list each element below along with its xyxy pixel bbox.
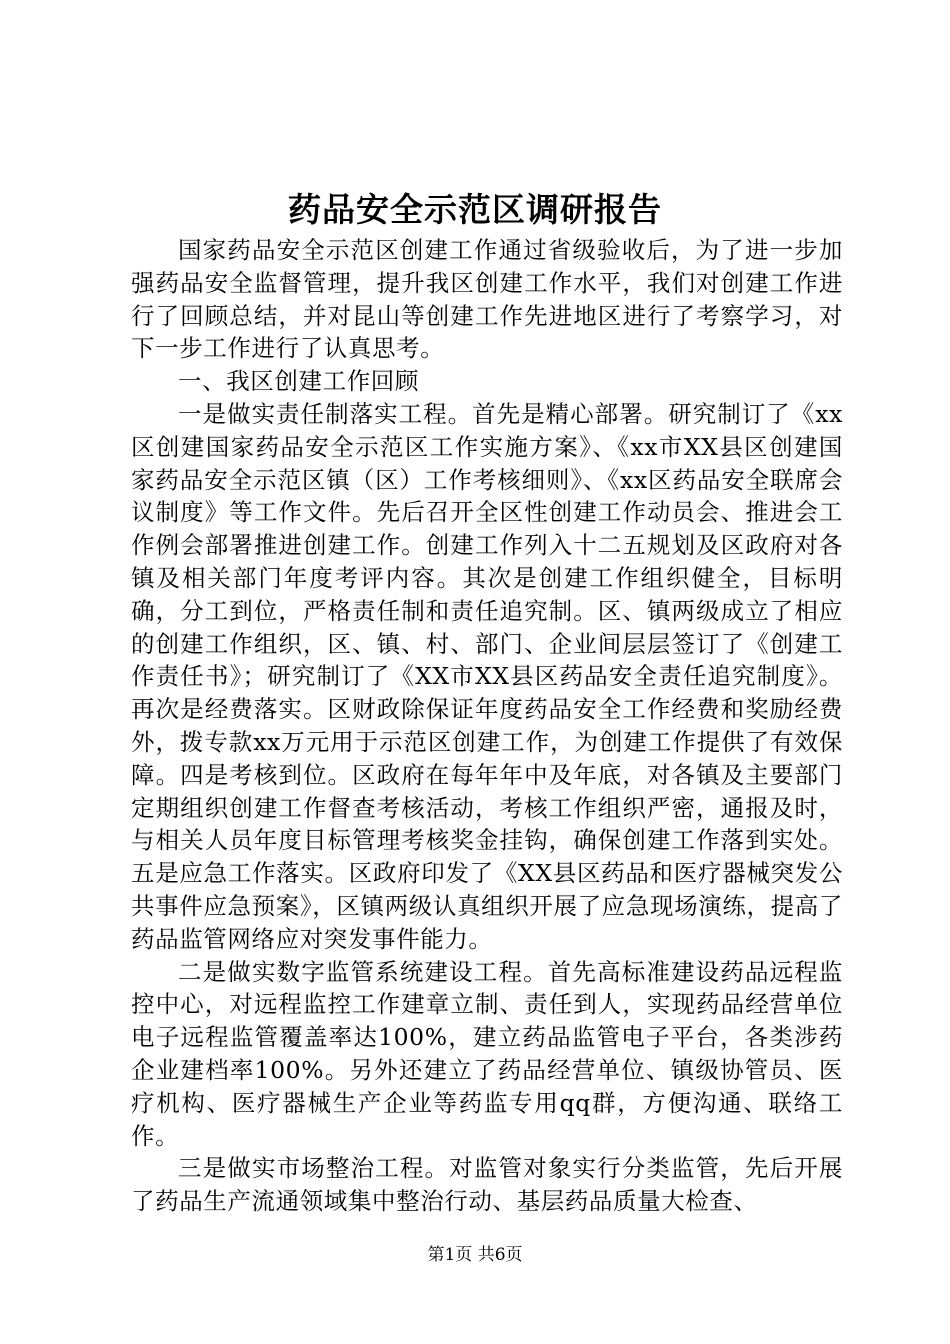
- intro-paragraph: 国家药品安全示范区创建工作通过省级验收后，为了进一步加强药品安全监督管理，提升我区创建工作水平，我们对创建工作进行了回顾总结，并对昆山等创建工作先进地区进行了考察学习，对下一步工作进行了认真思考。: [131, 236, 843, 363]
- document-body: [131, 234, 843, 1218]
- page-footer: 第1页 共6页: [427, 1245, 523, 1265]
- paragraph-responsibility: 一是做实责任制落实工程。首先是精心部署。研究制订了《xx区创建国家药品安全示范区工作实施方案》、《xx市XX县区创建国家药品安全示范区镇（区）工作考核细则》、《xx区药品安全联席会议制度》等工作文件。先后召开全区性创建工作动员会、推进会工作例会部署推进创建工作。创建工作列入十二五规划及区政府对各镇及相关部门年度考评内容。其次是创建工作组织健全，目标明确，分工到位，严格责任制和责任追究制。区、镇两级成立了相应的创建工作组织，区、镇、村、部门、企业间层层签订了《创建工作责任书》；研究制订了《XX市XX县区药品安全责任追究制度》。再次是经费落实。区财政除保证年度药品安全工作经费和奖励经费外，拨专款xx万元用于示范区创建工作，为创建工作提供了有效保障。四是考核到位。区政府在每年年中及年底，对各镇及主要部门定期组织创建工作督查考核活动，考核工作组织严密，通报及时，与相关人员年度目标管理考核奖金挂钩，确保创建工作落到实处。五是应急工作落实。区政府印发了《XX县区药品和医疗器械突发公共事件应急预案》，区镇两级认真组织开展了应急现场演练，提高了药品监管网络应对突发事件能力。: [131, 399, 843, 953]
- document-title: 药品安全示范区调研报告: [288, 190, 662, 229]
- section-heading: 一、我区创建工作回顾: [178, 367, 419, 396]
- paragraph-digital-supervision: 二是做实数字监管系统建设工程。首先高标准建设药品远程监控中心，对远程监控工作建章立制、责任到人，实现药品经营单位电子远程监管覆盖率达100%，建立药品监管电子平台，各类涉药企业建档率100%。另外还建立了药品经营单位、镇级协管员、医疗机构、医疗器械生产企业等药监专用qq群，方便沟通、联络工作。: [131, 957, 843, 1150]
- paragraph-market-rectification: 三是做实市场整治工程。对监管对象实行分类监管，先后开展了药品生产流通领域集中整治行动、基层药品质量大检查、: [131, 1154, 843, 1216]
